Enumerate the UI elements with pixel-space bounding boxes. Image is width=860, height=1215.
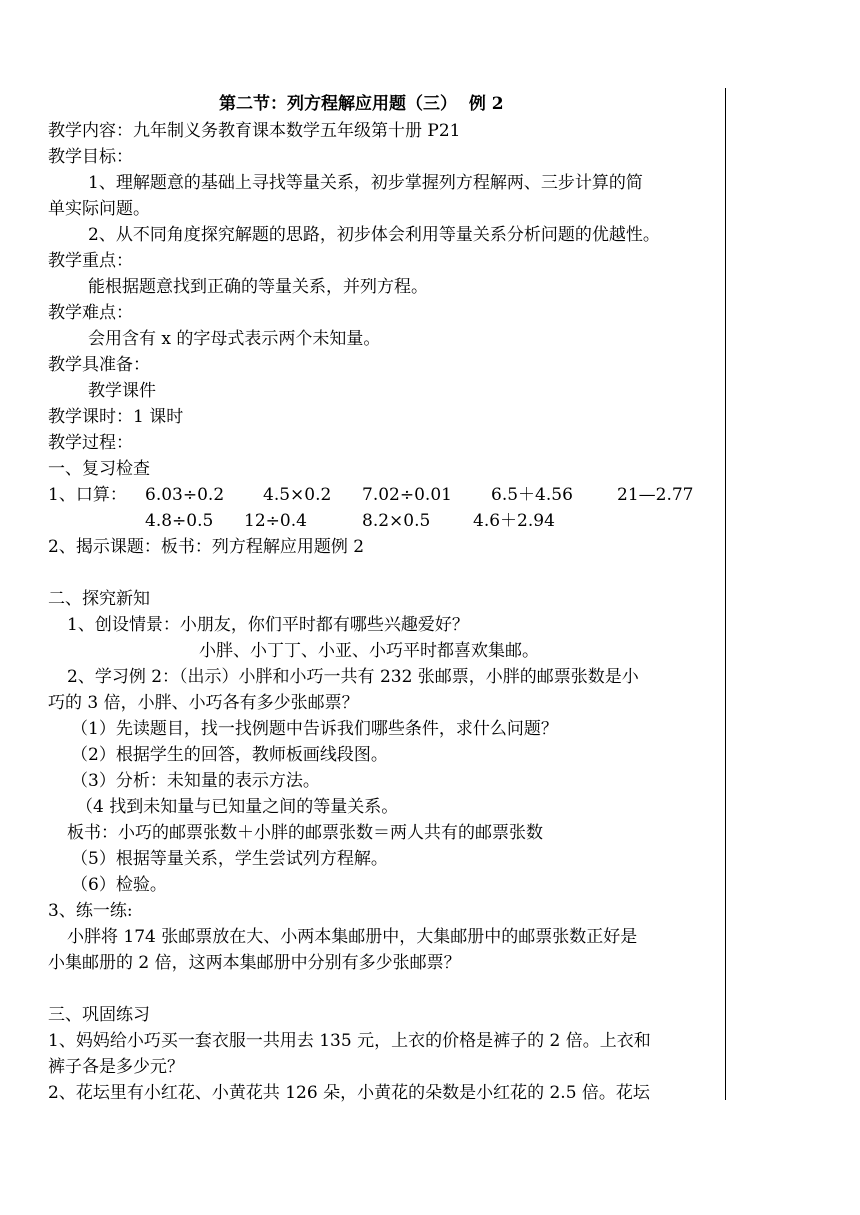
goal-1-line-2: 单实际问题。 bbox=[48, 199, 150, 219]
difficulty-heading: 教学难点： bbox=[48, 303, 133, 323]
oral-calc-item: 7.02÷0.01 bbox=[362, 485, 452, 505]
step-6: （6）检验。 bbox=[71, 875, 167, 895]
tools-heading: 教学具准备： bbox=[48, 355, 150, 375]
oral-calc-item: 6.5＋4.56 bbox=[491, 485, 573, 505]
key-heading: 教学重点： bbox=[48, 251, 133, 271]
difficulty-text: 会用含有 x 的字母式表示两个未知量。 bbox=[88, 329, 381, 349]
oral-calc-row-2 bbox=[48, 508, 728, 534]
goals-heading: 教学目标： bbox=[48, 147, 133, 167]
hours-line: 教学课时：1 课时 bbox=[48, 407, 184, 427]
oral-calc-label: 1、口算： bbox=[48, 485, 127, 505]
oral-calc-item: 4.5×0.2 bbox=[263, 485, 332, 505]
key-text: 能根据题意找到正确的等量关系，并列方程。 bbox=[88, 277, 428, 297]
exercise-1-line-2: 裤子各是多少元？ bbox=[48, 1057, 184, 1077]
page-title: 第二节：列方程解应用题（三） 例 2 bbox=[219, 94, 504, 114]
content-line: 教学内容：九年制义务教育课本数学五年级第十册 P21 bbox=[48, 121, 461, 141]
tools-text: 教学课件 bbox=[88, 381, 156, 401]
board-writing: 板书：小巧的邮票张数＋小胖的邮票张数＝两人共有的邮票张数 bbox=[67, 823, 543, 843]
goal-2: 2、从不同角度探究解题的思路，初步体会利用等量关系分析问题的优越性。 bbox=[88, 225, 660, 245]
practice-line-1: 小胖将 174 张邮票放在大、小两本集邮册中，大集邮册中的邮票张数正好是 bbox=[67, 927, 638, 947]
example-line-1: 2、学习例 2：（出示）小胖和小巧一共有 232 张邮票，小胖的邮票张数是小 bbox=[67, 667, 639, 687]
step-4: （4 找到未知量与已知量之间的等量关系。 bbox=[76, 797, 399, 817]
reveal-topic: 2、揭示课题：板书：列方程解应用题例 2 bbox=[48, 537, 365, 557]
oral-calc-item: 4.6＋2.94 bbox=[473, 511, 555, 531]
exercise-2-line-1: 2、花坛里有小红花、小黄花共 126 朵，小黄花的朵数是小红花的 2.5 倍。花坛 bbox=[48, 1083, 650, 1103]
step-1: （1）先读题目，找一找例题中告诉我们哪些条件，求什么问题？ bbox=[71, 719, 558, 739]
oral-calc-item: 6.03÷0.2 bbox=[145, 485, 225, 505]
oral-calc-item: 21—2.77 bbox=[617, 485, 694, 505]
exercise-1-line-1: 1、妈妈给小巧买一套衣服一共用去 135 元，上衣的价格是裤子的 2 倍。上衣和 bbox=[48, 1031, 651, 1051]
scene-line-1: 1、创设情景：小朋友，你们平时都有哪些兴趣爱好？ bbox=[67, 615, 469, 635]
step-3: （3）分析：未知量的表示方法。 bbox=[71, 771, 320, 791]
oral-calc-item: 8.2×0.5 bbox=[362, 511, 431, 531]
oral-calc-item: 4.8÷0.5 bbox=[145, 511, 214, 531]
section-3-heading: 三、巩固练习 bbox=[48, 1005, 150, 1025]
scene-line-2: 小胖、小丁丁、小亚、小巧平时都喜欢集邮。 bbox=[199, 641, 539, 661]
section-1-heading: 一、复习检查 bbox=[48, 459, 150, 479]
table-border-line bbox=[725, 88, 726, 1100]
oral-calc-row-1 bbox=[48, 482, 728, 508]
step-5: （5）根据等量关系，学生尝试列方程解。 bbox=[71, 849, 388, 869]
process-heading: 教学过程： bbox=[48, 433, 133, 453]
step-2: （2）根据学生的回答，教师板画线段图。 bbox=[71, 745, 388, 765]
example-line-2: 巧的 3 倍，小胖、小巧各有多少张邮票？ bbox=[48, 693, 359, 713]
practice-line-2: 小集邮册的 2 倍，这两本集邮册中分别有多少张邮票？ bbox=[48, 953, 461, 973]
practice-heading: 3、练一练: bbox=[48, 901, 133, 921]
section-2-heading: 二、探究新知 bbox=[48, 589, 150, 609]
oral-calc-item: 12÷0.4 bbox=[244, 511, 307, 531]
goal-1-line-1: 1、理解题意的基础上寻找等量关系，初步掌握列方程解两、三步计算的简 bbox=[88, 173, 643, 193]
